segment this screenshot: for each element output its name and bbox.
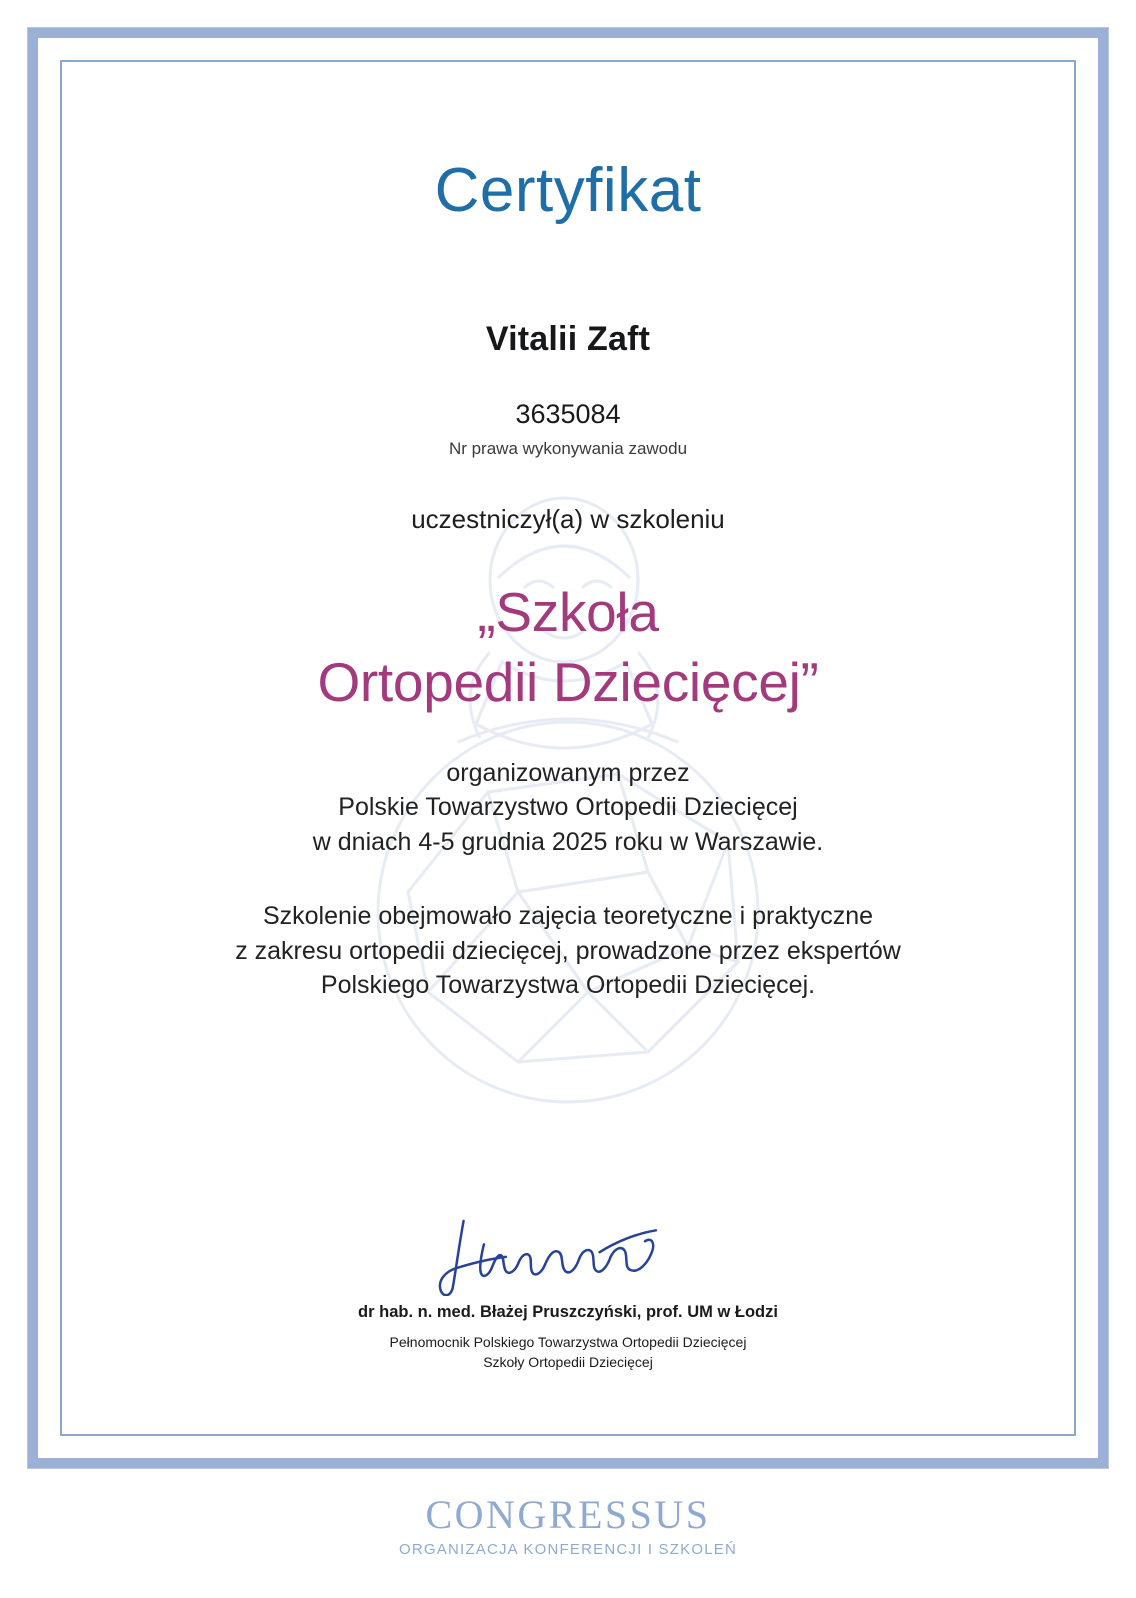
certificate-content <box>62 62 1074 1003</box>
organizer-line-3: w dniach 4-5 grudnia 2025 roku w Warszawie. <box>312 827 824 856</box>
organizer-line-2: Polskie Towarzystwo Ortopedii Dziecięcej <box>338 793 798 822</box>
course-title <box>62 577 1074 718</box>
course-title-line-1: „Szkoła <box>477 581 659 643</box>
scope-line-3: Polskiego Towarzystwa Ortopedii Dziecięcej. <box>320 971 816 1000</box>
signature-block <box>62 1210 1074 1373</box>
scope-block <box>62 899 1074 1003</box>
scope-line-1: Szkolenie obejmowało zajęcia teoretyczne i praktyczne <box>262 902 874 931</box>
signatory-role-line-1: Pełnomocnik Polskiego Towarzystwa Ortopedii Dziecięcej <box>389 1334 747 1350</box>
license-number: 3635084 <box>515 399 621 429</box>
license-number-label: Nr prawa wykonywania zawodu <box>448 439 688 458</box>
signatory-name: dr hab. n. med. Błażej Pruszczyński, prof. UM w Łodzi <box>358 1303 778 1321</box>
congressus-logo: CONGRESSUS <box>425 1492 711 1537</box>
certificate-inner-border <box>60 60 1076 1436</box>
congressus-tagline: ORGANIZACJA KONFERENCJI I SZKOLEŃ <box>399 1541 737 1558</box>
organizer-block <box>62 756 1074 860</box>
certificate-outer-border <box>28 28 1108 1468</box>
signatory-role-line-2: Szkoły Ortopedii Dziecięcej <box>483 1354 653 1371</box>
signatory-role <box>62 1332 1074 1373</box>
recipient-name: Vitalii Zaft <box>485 320 651 358</box>
footer-branding <box>0 1492 1136 1558</box>
participation-statement: uczestniczył(a) w szkoleniu <box>411 504 725 534</box>
handwritten-signature-icon <box>412 1210 725 1296</box>
scope-line-2: z zakresu ortopedii dziecięcej, prowadzone przez ekspertów <box>235 936 901 965</box>
course-title-line-2: Ortopedii Dziecięcej” <box>317 651 819 714</box>
organizer-line-1: organizowanym przez <box>446 758 690 787</box>
page-title: Certyfikat <box>434 156 702 225</box>
